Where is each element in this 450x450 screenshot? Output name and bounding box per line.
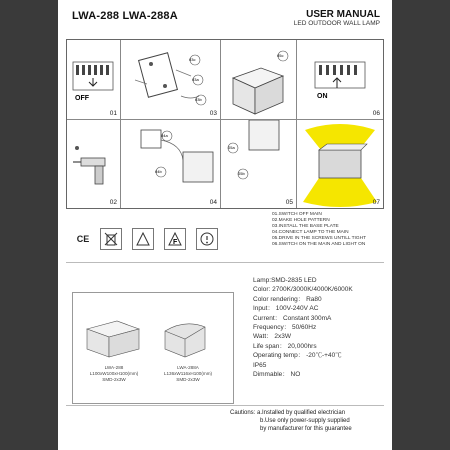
step-cell-07 <box>297 120 383 208</box>
step-cell-02 <box>67 120 121 208</box>
spec-watt: Watt： 2x3W <box>253 333 292 341</box>
spec-color-rendering: Color rendering： Ra80 <box>253 295 322 303</box>
step-text-04: 04.CONNECT LAMP TO THE MAIN <box>272 230 349 235</box>
step-number: 04 <box>209 199 217 206</box>
svg-text:F: F <box>173 239 178 246</box>
step-text-01: 01.SWITCH OFF MAIN <box>272 212 322 217</box>
product-variants <box>72 292 234 404</box>
step-text-02: 02.MAKE HOLE PATTERN <box>272 218 330 223</box>
step-instructions <box>272 212 366 248</box>
class-iii-icon <box>132 228 154 250</box>
step-number: 05 <box>285 199 293 206</box>
manual-page <box>58 0 392 450</box>
step-number: 03 <box>209 110 217 117</box>
off-label: OFF <box>75 95 89 102</box>
spec-input: Input： 100V-240V AC <box>253 305 319 313</box>
step-cell-04 <box>121 120 221 208</box>
step-text-06: 06.SWITCH ON THE MAIN AND LIGHT ON <box>272 242 366 247</box>
spec-color: Color: 2700K/3000K/4000K/6000K <box>253 286 353 294</box>
step-cell-05 <box>221 120 297 208</box>
product-model: LWA-288 <box>104 365 124 370</box>
callout-05a: 05a <box>228 145 235 150</box>
spec-ip: IP65 <box>253 361 267 369</box>
caution-line-3: by manufacturer for this guarantee <box>260 426 352 432</box>
spec-current: Current： Constant 300mA <box>253 314 332 322</box>
manual-subtitle: LED OUTDOOR WALL LAMP <box>293 20 380 27</box>
product-lwa-288a <box>153 365 223 383</box>
spec-lamp: Lamp:SMD-2835 LED <box>253 277 317 284</box>
step-cell-03 <box>121 40 221 120</box>
callout-05c: 05c <box>277 53 284 58</box>
ce-mark-icon: CE <box>76 234 90 244</box>
wiring-illustration <box>121 120 221 208</box>
step-number: 06 <box>372 110 380 117</box>
lamp-cube-illustration <box>221 40 297 120</box>
drill-illustration <box>67 120 121 208</box>
product-dims: L100xW100xH100(mm) <box>89 371 139 376</box>
callout-05b: 05b <box>238 171 245 176</box>
caution-line-2: b.Use only power-supply supplied <box>260 418 350 424</box>
step-cell-06 <box>297 40 383 120</box>
callout-04b: 04b <box>155 169 162 174</box>
divider <box>66 262 384 263</box>
base-plate-illustration <box>121 40 221 120</box>
ip-warning-icon <box>196 228 218 250</box>
cautions <box>230 409 390 433</box>
callout-03a: 03a <box>192 77 199 82</box>
product-led: SMD-2x3W <box>102 377 126 382</box>
spec-operating-temp: Operating temp： -20℃-+40℃ <box>253 352 342 360</box>
switch-on-illustration <box>297 40 383 120</box>
spec-life-span: Life span： 20,000hrs <box>253 342 317 350</box>
step-cell-05a <box>221 40 297 120</box>
step-cell-01 <box>67 40 121 120</box>
caution-line-1: Cautions: a.Installed by qualified electrician <box>230 410 346 416</box>
callout-03c: 03c <box>189 57 196 62</box>
specifications <box>253 276 383 379</box>
product-lwa-288 <box>79 365 149 383</box>
screws-illustration <box>221 120 297 208</box>
on-label: ON <box>317 93 328 100</box>
f-mark-icon <box>164 228 186 250</box>
product-drawings <box>73 293 233 403</box>
spec-dimmable: Dimmable： NO <box>253 371 301 379</box>
switch-off-illustration <box>67 40 121 120</box>
step-text-03: 03.INSTALL THE BASE PLATE <box>272 224 339 229</box>
product-model: LWA-288A <box>177 365 199 370</box>
callout-03b: 03b <box>195 97 202 102</box>
product-dims: L136xW116xH100(mm) <box>163 371 213 376</box>
step-text-05: 05.DRIVE IN THE SCREWS UNTILL TIGHT <box>272 236 367 241</box>
divider <box>66 405 384 406</box>
product-led: SMD-2x3W <box>176 377 200 382</box>
step-number: 02 <box>109 199 117 206</box>
lamp-glow-illustration <box>297 120 383 208</box>
model-numbers: LWA-288 LWA-288A <box>72 10 178 22</box>
rohs-bin-icon <box>100 228 122 250</box>
step-number: 01 <box>109 110 117 117</box>
manual-title: USER MANUAL <box>306 9 380 20</box>
step-number: 07 <box>372 199 380 206</box>
installation-diagram <box>66 39 384 209</box>
spec-frequency: Frequency： 50/60Hz <box>253 324 317 332</box>
callout-04a: 04a <box>161 133 168 138</box>
